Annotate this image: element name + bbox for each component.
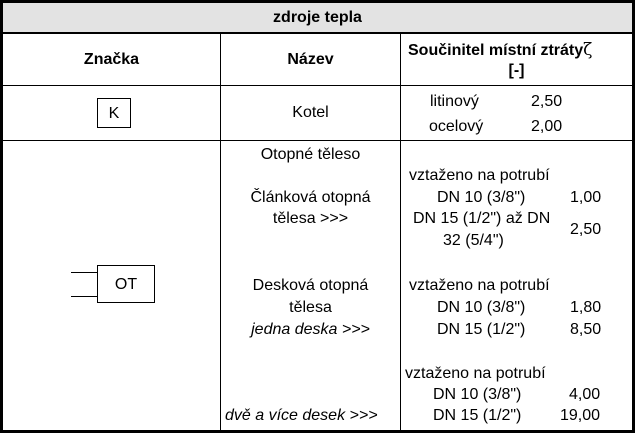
kotel-litinovy-value: 2,50 xyxy=(531,93,563,110)
name-jedna-deska: jedna deska >>> xyxy=(251,321,370,338)
clankova-ref: vztaženo na potrubí xyxy=(409,167,550,184)
vice-dn15-label: DN 15 (1/2") xyxy=(433,407,522,424)
clankova-dn15-label-1: DN 15 (1/2") až DN xyxy=(413,210,551,227)
vice-dn10-value: 4,00 xyxy=(569,386,601,403)
name-deskova-2: tělesa xyxy=(289,299,332,316)
name-clankova-1: Článková otopná xyxy=(250,189,371,206)
column-divider-1 xyxy=(220,34,221,430)
header-unit: [-] xyxy=(508,62,525,79)
vice-ref: vztaženo na potrubí xyxy=(405,365,546,382)
header-nazev: Název xyxy=(287,51,334,68)
clankova-dn10-label: DN 10 (3/8") xyxy=(437,189,526,206)
kotel-ocelovy-value: 2,00 xyxy=(531,118,563,135)
deskova-dn10-value: 1,80 xyxy=(570,299,602,316)
name-clankova-2: tělesa >>> xyxy=(272,210,349,227)
deskova-dn15-label: DN 15 (1/2") xyxy=(437,321,526,338)
kotel-litinovy-label: litinový xyxy=(430,93,479,110)
table-title-bar xyxy=(3,3,632,34)
kotel-ocelovy-label: ocelový xyxy=(429,118,484,135)
clankova-dn15-label-2: 32 (5/4") xyxy=(443,232,504,249)
column-divider-2 xyxy=(400,34,401,430)
row-divider xyxy=(3,140,632,141)
name-otopne-teleso: Otopné těleso xyxy=(260,146,361,163)
zeta-symbol: ζ xyxy=(583,40,593,60)
symbol-ot-pipe-bottom xyxy=(71,296,97,297)
symbol-ot-label: OT xyxy=(114,276,138,293)
clankova-dn15-value: 2,50 xyxy=(570,221,602,238)
vice-dn15-value: 19,00 xyxy=(560,407,601,424)
header-soucinitel-text: Součinitel místní ztráty xyxy=(408,42,584,59)
symbol-kotel xyxy=(97,98,131,128)
vice-dn10-label: DN 10 (3/8") xyxy=(433,386,522,403)
table-title: zdroje tepla xyxy=(273,9,362,26)
symbol-ot-pipe-top xyxy=(71,272,97,273)
name-vice-desek: dvě a více desek >>> xyxy=(225,407,378,424)
name-kotel: Kotel xyxy=(292,104,329,121)
symbol-kotel-label: K xyxy=(108,105,120,122)
clankova-dn10-value: 1,00 xyxy=(570,189,602,206)
header-soucinitel xyxy=(408,41,592,60)
header-divider xyxy=(3,85,632,86)
symbol-ot xyxy=(71,265,157,303)
deskova-dn15-value: 8,50 xyxy=(570,321,602,338)
deskova-dn10-label: DN 10 (3/8") xyxy=(437,299,526,316)
header-znacka: Značka xyxy=(83,51,140,68)
name-deskova-1: Desková otopná xyxy=(252,277,369,294)
symbol-ot-box xyxy=(97,265,155,303)
deskova-ref: vztaženo na potrubí xyxy=(409,277,550,294)
